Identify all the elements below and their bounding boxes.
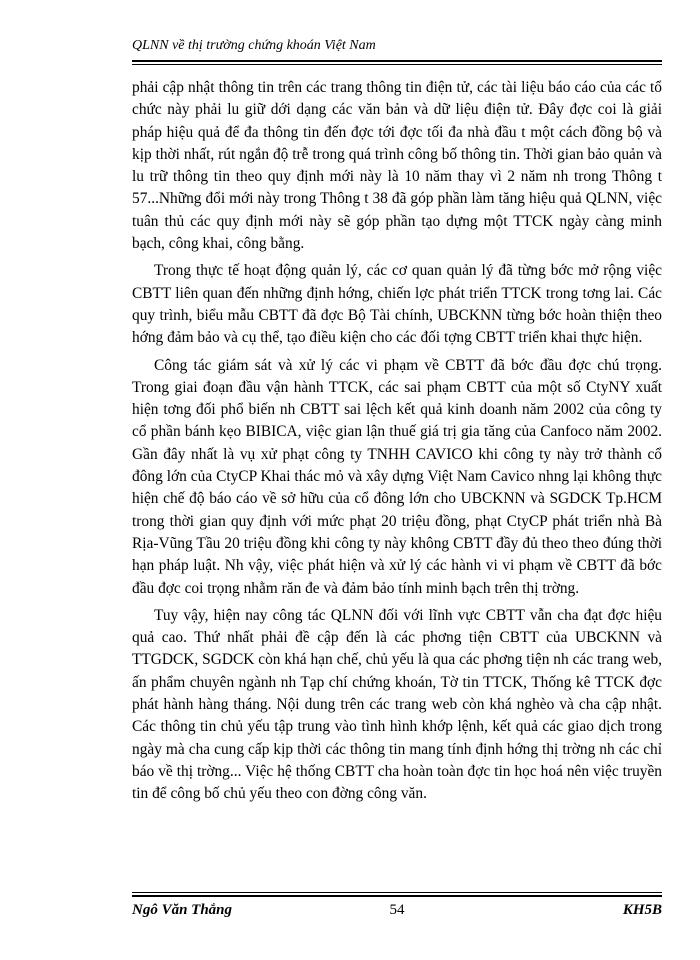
page-footer	[132, 892, 662, 932]
footer-rule	[132, 895, 662, 897]
page-number: 54	[389, 902, 405, 918]
body-text	[132, 77, 662, 811]
header-rule-thin	[132, 64, 662, 65]
paragraph-3: Công tác giám sát và xử lý các vi phạm về CBTT đã bớc đầu đợc chú trọng. Trong giai đoạn đầu vận hành TTCK, các sai phạm CBTT của một số CtyNY xuất hiện tơng đối phổ biến nh CBTT sai lệch kết quả kinh doanh năm 2002 của công ty cổ phần bánh kẹo BIBICA, việc gian lận thuế giá trị gia tăng của Canfoco năm 2002. Gần đây nhất là vụ xử phạt công ty TNHH CAVICO khi công ty này trở thành cổ đông lớn của CtyCP Khai thác mỏ và xây dựng Việt Nam Cavico nhng lại không thực hiện chế độ báo cáo về sở hữu của cổ đông lớn cho UBCKNN và SGDCK Tp.HCM trong thời gian quy định với mức phạt 20 triệu đồng, phạt CtyCP phát triển nhà Bà Rịa-Vũng Tầu 20 triệu đồng khi công ty này không CBTT đầy đủ theo theo đúng thời hạn pháp luật. Nh vậy, việc phát hiện và xử lý các hành vi vi phạm về CBTT đã bớc đầu đợc coi trọng nhằm răn đe và đảm bảo tính minh bạch trên thị trờng.	[132, 356, 662, 597]
page-header	[132, 20, 662, 72]
footer-author: Ngô Văn Thắng	[132, 902, 233, 918]
footer-class: KH5B	[622, 902, 662, 918]
header-title: QLNN về thị trường chứng khoán Việt Nam	[132, 38, 376, 53]
paragraph-1: phải cập nhật thông tin trên các trang thông tin điện tử, các tài liệu báo cáo của các tổ chức này phải lu giữ dới dạng các văn bản và dữ liệu điện tử. Đây đợc coi là giải pháp hiệu quả để đa thông tin đến đợc tới đợc tối đa nhà đầu t một cách đồng bộ và kịp thời nhất, rút ngắn độ trễ trong quá trình công bố thông tin. Thời gian bảo quản và lu trữ thông tin theo quy định mới này là 10 năm thay vì 2 năm nh trong Thông t 57...Những đổi mới này trong Thông t 38 đã góp phần làm tăng hiệu quả QLNN, việc tuân thủ các quy định mới này sẽ góp phần tạo dựng một TTCK ngày càng minh bạch, công khai, công bằng.	[132, 79, 662, 253]
paragraph-2: Trong thực tế hoạt động quản lý, các cơ quan quản lý đã từng bớc mở rộng việc CBTT liên quan đến những định hớng, chiến lợc phát triển TTCK trong tơng lai. Các quy trình, biểu mẫu CBTT đã đợc Bộ Tài chính, UBCKNN từng bớc hoàn thiện theo hớng đảm bảo và cụ thể, tạo điều kiện cho các đối tợng CBTT triển khai thực hiện.	[132, 262, 662, 347]
header-rule	[132, 60, 662, 62]
footer-rule-thin	[132, 892, 662, 893]
paragraph-4: Tuy vậy, hiện nay công tác QLNN đối với lĩnh vực CBTT vẫn cha đạt đợc hiệu quả cao. Thứ nhất phải đề cập đến là các phơng tiện CBTT của UBCKNN và TTGDCK, SGDCK còn khá hạn chế, chủ yếu là qua các phơng tiện nh các trang web, ấn phẩm chuyên ngành nh Tạp chí chứng khoán, Tờ tin TTCK, Thống kê TTCK đợc phát hành hàng tháng. Nội dung trên các trang web còn khá nghèo và cha cập nhật. Các thông tin chủ yếu tập trung vào tình hình khớp lệnh, kết quả các giao dịch trong ngày mà cha cung cấp kịp thời các thông tin mang tính định hớng thị trờng nh các chỉ báo về thị trờng... Việc hệ thống CBTT cha hoàn toàn đợc tin học hoá nên việc truyền tin để công bố chủ yếu theo con đờng công văn.	[132, 606, 662, 803]
